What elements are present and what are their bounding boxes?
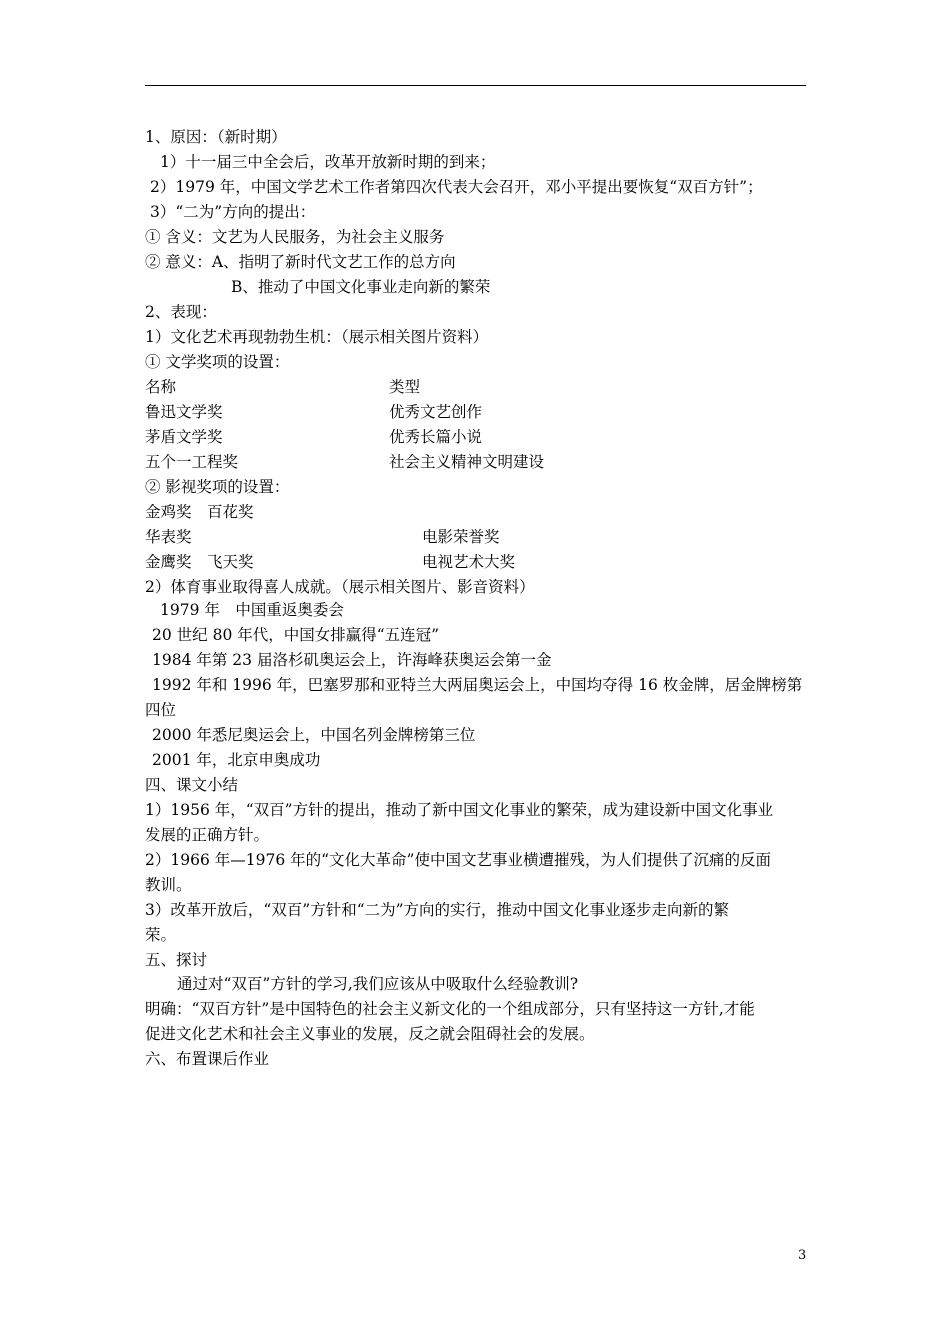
text-line: 四位 xyxy=(145,701,177,719)
text-line: 3）改革开放后，“双百”方针和“二为”方向的实行，推动中国文化事业逐步走向新的繁 xyxy=(145,901,730,919)
text-line: 通过对“双百”方针的学习,我们应该从中吸取什么经验教训? xyxy=(177,975,579,993)
text-line: 明确：“双百方针”是中国特色的社会主义新文化的一个组成部分，只有坚持这一方针,才能 xyxy=(145,1000,755,1018)
table-header-type: 类型 xyxy=(389,378,421,396)
text-line: 电视艺术大奖 xyxy=(422,553,516,571)
text-line: 2）1979 年，中国文学艺术工作者第四次代表大会召开，邓小平提出要恢复“双百方针”； xyxy=(150,178,763,196)
text-line: 2001 年，北京申奥成功 xyxy=(152,751,321,769)
text-line: 五、探讨 xyxy=(145,951,208,969)
table-header-name: 名称 xyxy=(145,378,177,396)
text-line: 1984 年第 23 届洛杉矶奥运会上，许海峰获奥运会第一金 xyxy=(152,651,552,669)
text-line: 发展的正确方针。 xyxy=(145,826,270,844)
text-line: 2）体育事业取得喜人成就。（展示相关图片、影音资料） xyxy=(145,578,535,596)
table-cell: 优秀文艺创作 xyxy=(389,403,483,421)
text-line: 3）“二为”方向的提出： xyxy=(150,203,316,221)
text-line: 1992 年和 1996 年，巴塞罗那和亚特兰大两届奥运会上，中国均夺得 16 枚金牌，居金牌榜第 xyxy=(152,676,803,694)
text-line: 2）1966 年—1976 年的“文化大革命”使中国文艺事业横遭摧残，为人们提供了沉痛的反面 xyxy=(145,851,771,869)
text-line: ① 含义：文艺为人民服务，为社会主义服务 xyxy=(145,228,445,246)
text-line: 1、原因：（新时期） xyxy=(145,128,287,146)
text-line: 电影荣誉奖 xyxy=(422,528,500,546)
text-line: 2、表现： xyxy=(145,303,217,321)
table-cell: 茅盾文学奖 xyxy=(145,428,223,446)
text-line: 四、课文小结 xyxy=(145,776,239,794)
text-line: 2000 年悉尼奥运会上，中国名列金牌榜第三位 xyxy=(152,726,476,744)
text-line: 华表奖 xyxy=(145,528,192,546)
text-line: 荣。 xyxy=(145,926,177,944)
text-line: 1979 年 中国重返奥委会 xyxy=(160,601,344,619)
text-line: 1）十一届三中全会后，改革开放新时期的到来； xyxy=(160,153,496,171)
text-line: ② 影视奖项的设置： xyxy=(145,478,290,496)
text-line: 六、布置课后作业 xyxy=(145,1050,270,1068)
table-cell: 五个一工程奖 xyxy=(145,453,239,471)
text-line: ① 文学奖项的设置： xyxy=(145,353,290,371)
text-line: 20 世纪 80 年代，中国女排赢得“五连冠” xyxy=(152,626,440,644)
page-number: 3 xyxy=(798,1248,807,1263)
table-cell: 鲁迅文学奖 xyxy=(145,403,223,421)
text-line: 教训。 xyxy=(145,876,192,894)
table-cell: 优秀长篇小说 xyxy=(389,428,483,446)
text-line: 金鸡奖 百花奖 xyxy=(145,503,254,521)
text-line: 1）1956 年，“双百”方针的提出，推动了新中国文化事业的繁荣，成为建设新中国文化事业 xyxy=(145,801,774,819)
text-line: 金鹰奖 飞天奖 xyxy=(145,553,254,571)
text-line: 促进文化艺术和社会主义事业的发展，反之就会阻碍社会的发展。 xyxy=(145,1025,595,1043)
table-cell: 社会主义精神文明建设 xyxy=(389,453,545,471)
text-line: ② 意义：A、指明了新时代文艺工作的总方向 xyxy=(145,253,456,271)
text-line: 1）文化艺术再现勃勃生机：（展示相关图片资料） xyxy=(145,328,489,346)
text-line: B、推动了中国文化事业走向新的繁荣 xyxy=(231,278,491,296)
header-rule xyxy=(145,85,806,86)
